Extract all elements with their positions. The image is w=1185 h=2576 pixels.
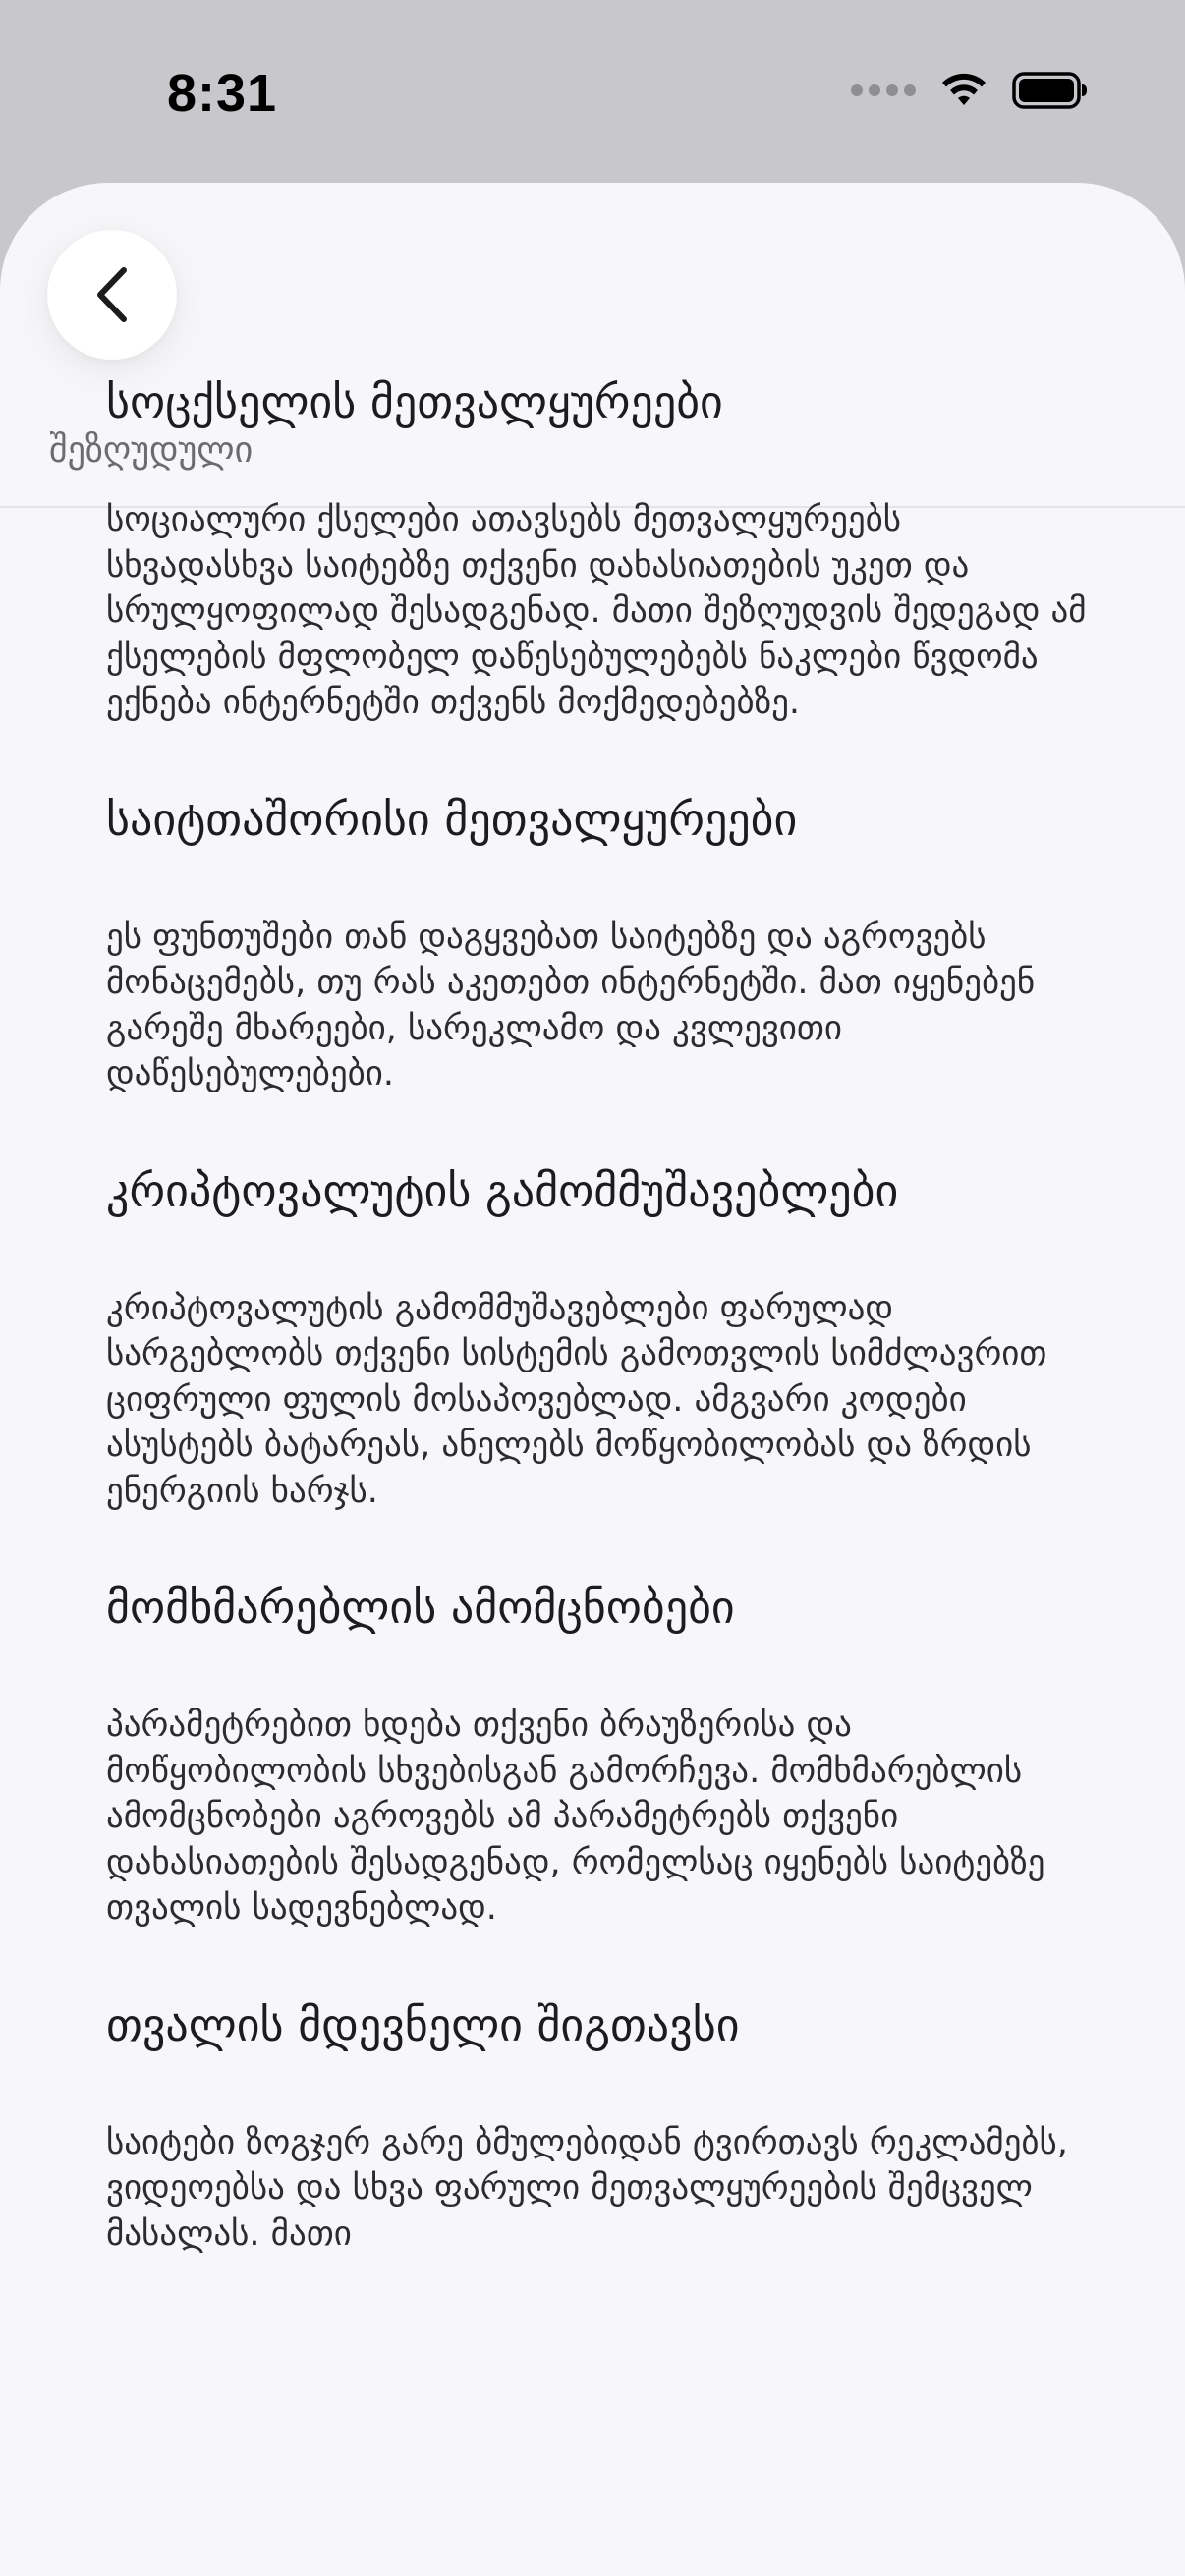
- tracker-descriptions: [106, 367, 1089, 2316]
- back-button[interactable]: [47, 230, 177, 360]
- section-body: ეს ფუნთუშები თან დაგყვებათ საიტებზე და აგროვებს მონაცემებს, თუ რას აკეთებთ ინტერნეტში. მათ იყენებენ გარეშე მხარეები, სარეკლამო და კვლევითი დაწესებულებები.: [106, 917, 1036, 1093]
- section-title: საიტთაშორისი მეთვალყურეები: [106, 792, 798, 846]
- section-title: სოცქსელის მეთვალყურეები: [106, 375, 723, 428]
- section-body: საიტები ზოგჯერ გარე ბმულებიდან ტვირთავს რეკლამებს, ვიდეოებსა და სხვა ფარული მეთვალყურეების შემცველ მასალას. მათი: [106, 2122, 1068, 2254]
- battery-icon: [1012, 71, 1089, 110]
- section-body: პარამეტრებით ხდება თქვენი ბრაუზერისა და მოწყობილობის სხვებისგან გამორჩევა. მომხმარებლის ამომცნობები აგროვებს ამ პარამეტრებს თქვენი დახასიათების შესადგენად, რომელსაც იყენებს საიტებზე თვალის სადევნებლად.: [106, 1706, 1045, 1928]
- section-body: კრიპტოვალუტის გამომმუშავებლები ფარულად სარგებლობს თქვენი სისტემის გამოთვლის სიმძლავრით ციფრული ფულის მოსაპოვებლად. ამგვარი კოდები ასუსტებს ბატარეას, ანელებს მოწყობილობას და ზრდის ენერგიის ხარჯს.: [106, 1288, 1047, 1511]
- section-cross-site-trackers: [106, 785, 1089, 1097]
- status-time: 8:31: [167, 64, 278, 123]
- section-tracking-content: [106, 1990, 1089, 2258]
- section-fingerprinters: [106, 1573, 1089, 1932]
- section-title: თვალის მდევნელი შიგთავსი: [106, 1997, 740, 2051]
- status-icons: [851, 71, 1089, 110]
- section-title: კრიპტოვალუტის გამომმუშავებლები: [106, 1163, 899, 1217]
- section-title: მომხმარებლის ამომცნობები: [106, 1581, 735, 1634]
- sheet-label: შეზღუდული: [49, 430, 254, 471]
- section-social-trackers: [106, 367, 1089, 726]
- cellular-signal-icon: [851, 84, 916, 96]
- section-cryptominers: [106, 1156, 1089, 1515]
- chevron-left-icon: [90, 264, 134, 325]
- section-body: სოციალური ქსელები ათავსებს მეთვალყურეებს სხვადასხვა საიტებზე თქვენი დახასიათების უკეთ და სრულყოფილად შესადგენად. მათი შეზღუდვის შედეგად ამ ქსელების მფლობელ დაწესებულებებს ნაკლები წვდომა ექნება ინტერნეტში თქვენს მოქმედებებზე.: [106, 500, 1087, 722]
- status-bar: [0, 0, 1185, 183]
- wifi-icon: [939, 72, 988, 109]
